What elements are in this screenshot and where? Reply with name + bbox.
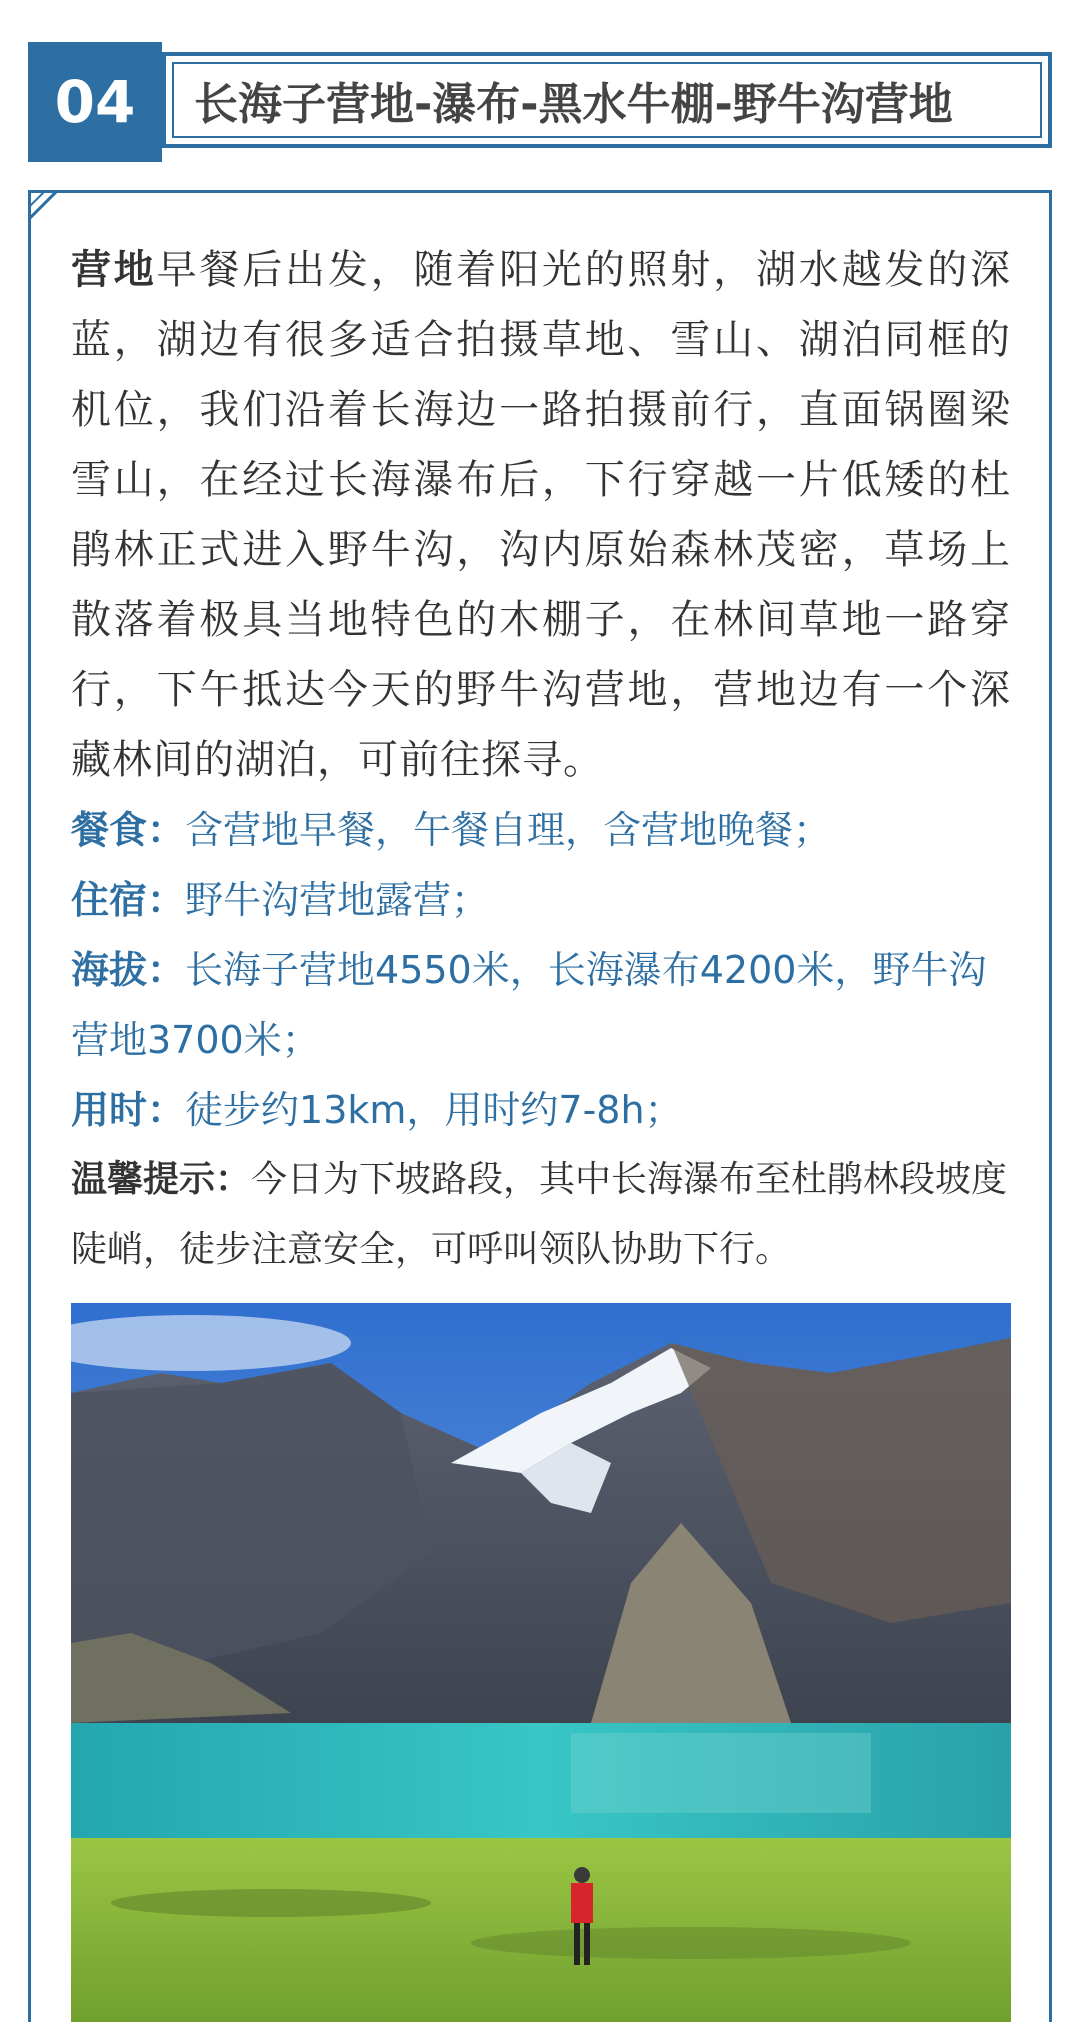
day-number-badge: 04 [28, 42, 162, 162]
info-duration [71, 1075, 1011, 1145]
warm-tip-value: 今日为下坡路段，其中长海瀑布至杜鹃林段坡度陡峭，徒步注意安全，可呼叫领队协助下行。 [71, 1159, 1008, 1270]
info-duration-label: 用时： [71, 1088, 186, 1132]
info-lodging-label: 住宿： [71, 878, 186, 922]
info-lodging-value: 野牛沟营地露营； [185, 878, 490, 922]
itinerary-content [71, 235, 1011, 1285]
description-lead: 营地 [71, 247, 157, 293]
corner-decoration-icon [28, 190, 68, 230]
info-lodging [71, 865, 1011, 935]
description-body: 早餐后出发，随着阳光的照射，湖水越发的深蓝，湖边有很多适合拍摄草地、雪山、湖泊同框的机位，我们沿着长海边一路拍摄前行，直面锅圈梁雪山，在经过长海瀑布后，下行穿越一片低矮的杜鹃林正式进入野牛沟，沟内原始森林茂密，草场上散落着极具当地特色的木棚子，在林间草地一路穿行，下午抵达今天的野牛沟营地，营地边有一个深藏林间的湖泊，可前往探寻。 [71, 247, 1012, 783]
warm-tip-label: 温馨提示： [71, 1159, 252, 1200]
warm-tip [71, 1145, 1011, 1285]
mountain-lake-illustration [71, 1303, 1011, 2022]
info-meals-label: 餐食： [71, 808, 186, 852]
itinerary-card [28, 190, 1052, 2022]
day-description [71, 235, 1011, 795]
info-altitude-value: 长海子营地4550米，长海瀑布4200米，野牛沟营地3700米； [71, 948, 987, 1062]
info-duration-value: 徒步约13km，用时约7-8h； [185, 1088, 683, 1132]
info-meals [71, 795, 1011, 865]
day-title: 长海子营地-瀑布-黑水牛棚-野牛沟营地 [194, 79, 953, 130]
info-altitude [71, 935, 1011, 1075]
landscape-photo [71, 1303, 1011, 2022]
info-meals-value: 含营地早餐，午餐自理，含营地晚餐； [185, 808, 832, 852]
day-header [0, 0, 1080, 170]
info-altitude-label: 海拔： [71, 948, 186, 992]
day-title-frame [162, 52, 1052, 148]
